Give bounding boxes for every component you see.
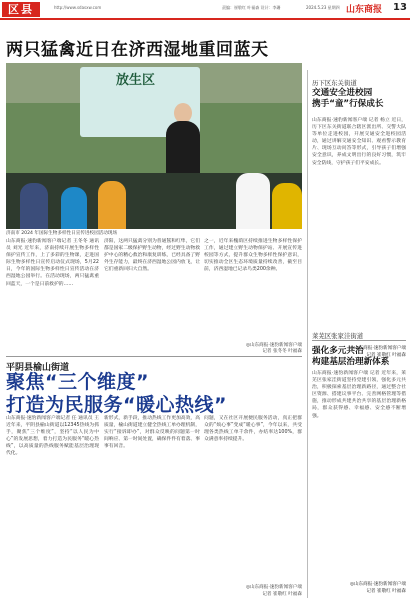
site-url[interactable]: http://www.sdasxw.com [54,5,102,10]
page-number: 13 [393,2,407,13]
lead-photo [6,63,302,229]
student-figure [98,181,126,229]
issue-date: 2024.5.23 星期四 [306,5,340,10]
speaker-head [174,103,192,123]
sidebar-story2-byline: ◎山东商报·速豹新闻客户端 [349,582,406,587]
editor-credits: 责编：崔敬红 叶福森 设计：李珊 [222,5,281,10]
student-figure [61,187,87,229]
student-figure [20,183,48,229]
student-figure [272,183,302,229]
story2-headline-line1: 聚焦“三个维度” [6,371,149,393]
masthead-rule [0,18,410,20]
lead-body-col1: 山东商报·速豹新闻客户端记者 王冬冬 通讯员 刘光 近年来，济南持续开展生物多样性保护宣传工作，上了多彩的生物课，走进国际生物多样性日宣传启动仪式现场，5月22日，今年的国际生物多样性日宣传活动在济西湿地公园举行。在活动现场，两只猛禽重回蓝天，一个是日前救护的…… [6,239,99,287]
sidebar-story2-kicker: 莱芜区张家洼街道 [312,332,364,340]
sidebar-story2-headline-line2: 构建基层治理新体系 [312,357,390,367]
sidebar-story1-byline-reporters: 记者 崔敬红 叶福森 [366,353,406,358]
sidebar-story2-headline-line1: 强化多元共治 [312,346,364,356]
sidebar-divider [312,340,406,341]
sidebar-story2-body: 山东商报·速豹新闻客户端 记者 近年来，莱芜区张家洼街道坚持党建引领，强化多元共治，积极探索基层治理新路径，通过整合社区资源、搭建议事平台、完善网格管理等措施，推动形成共建共治共享的基层治理新格局，群众获得感、幸福感、安全感不断增强。 [312,371,406,419]
paper-name: 山东商报 [346,5,383,15]
photo-board-text: 放生区 [116,73,156,88]
story2-byline: ◎山东商报·速豹新闻客户端 [245,585,302,590]
sidebar-story2-byline-reporters: 记者 崔敬红 叶福森 [366,589,406,594]
lead-body-col3: 之一，近年来槐荫区持续推进生物多样性保护工作，通过建立野生动物保护站、开展宣传进校园等方式，提升群众生物多样性保护意识，切实推动全区生态环境质量持续改善，截至目前，济西湿地已记录鸟类200余种。 [204,239,302,273]
story-divider [6,356,302,357]
lead-byline: ◎山东商报·速豹新闻客户端 [245,343,302,348]
column-divider [307,70,308,598]
story2-body-col1: 山东商报·速豹新闻客户端记者 任 通讯员 王 近年来，平阴县榆山街道以12345热线为抓手，聚焦“三个维度”，坚持“以人民为中心”的发展思想，着力打造为民服务“暖心热线”，以高质量的热线服务赋能基层治理现代化。 [6,416,99,457]
story2-headline-line2: 打造为民服务“暖心热线” [6,394,227,416]
photo-caption: 济南市 2024 年国际生物多样性日宣传进校园活动现场 [6,231,118,236]
story2-body-col2: 新形式，新手段，推动热线工作更加高效，高质量，榆山街道建立健全热线工单办理机制，实行“接诉即办”，对群众反映的问题第一时间响应、第一时间处置，确保件件有着落、事事有回音。 [104,416,200,450]
story2-byline-reporters: 记者 崔敬红 叶福森 [262,592,302,597]
lead-body-col2: 济阳，这两只猛禽分别为普通鵟和红隼，它们都是国家二级保护野生动物，经过野生动物救护中心的精心救治和康复训练，已经具备了野外生存能力，最终在济西湿地公园内放飞，让它们重新回归大自然。 [104,239,200,273]
story2-body-col3: 问题，又在社区开展便民服务活动，真正把群众的“烦心事”变成“暖心事”，今年以来，共受理各类热线工单千余件，办结率达100%，群众满意率持续提升。 [204,416,302,443]
masthead-bar [0,0,410,18]
story2-kicker: 平阴县榆山街道 [6,363,70,373]
lead-headline: 两只猛禽近日在济西湿地重回蓝天 [6,40,269,60]
sidebar-story1-body: 山东商报·速豹新闻客户端 记者 杨立 近日，历下区东关街道联合辖区派出所、交警大队等单位走进校园，开展交通安全进校园活动，通过讲解交通安全知识、观看警示教育片、现场互动问答等形式，引导孩子们增强安全意识，养成文明出行的良好习惯，筑牢安全防线，守护孩子们平安成长。 [312,118,406,166]
sidebar-story1-headline-line1: 交通安全进校园 [312,88,373,98]
sidebar-story1-kicker: 历下区东关街道 [312,79,357,87]
sidebar-story1-headline-line2: 携手“童”行保成长 [312,99,384,109]
lead-byline-reporters: 记者 张冬冬 叶福森 [262,349,302,354]
section-tag: 区县 [2,2,40,17]
sidebar-story1-byline: ◎山东商报·速豹新闻客户端 [349,346,406,351]
student-figure [236,173,270,229]
